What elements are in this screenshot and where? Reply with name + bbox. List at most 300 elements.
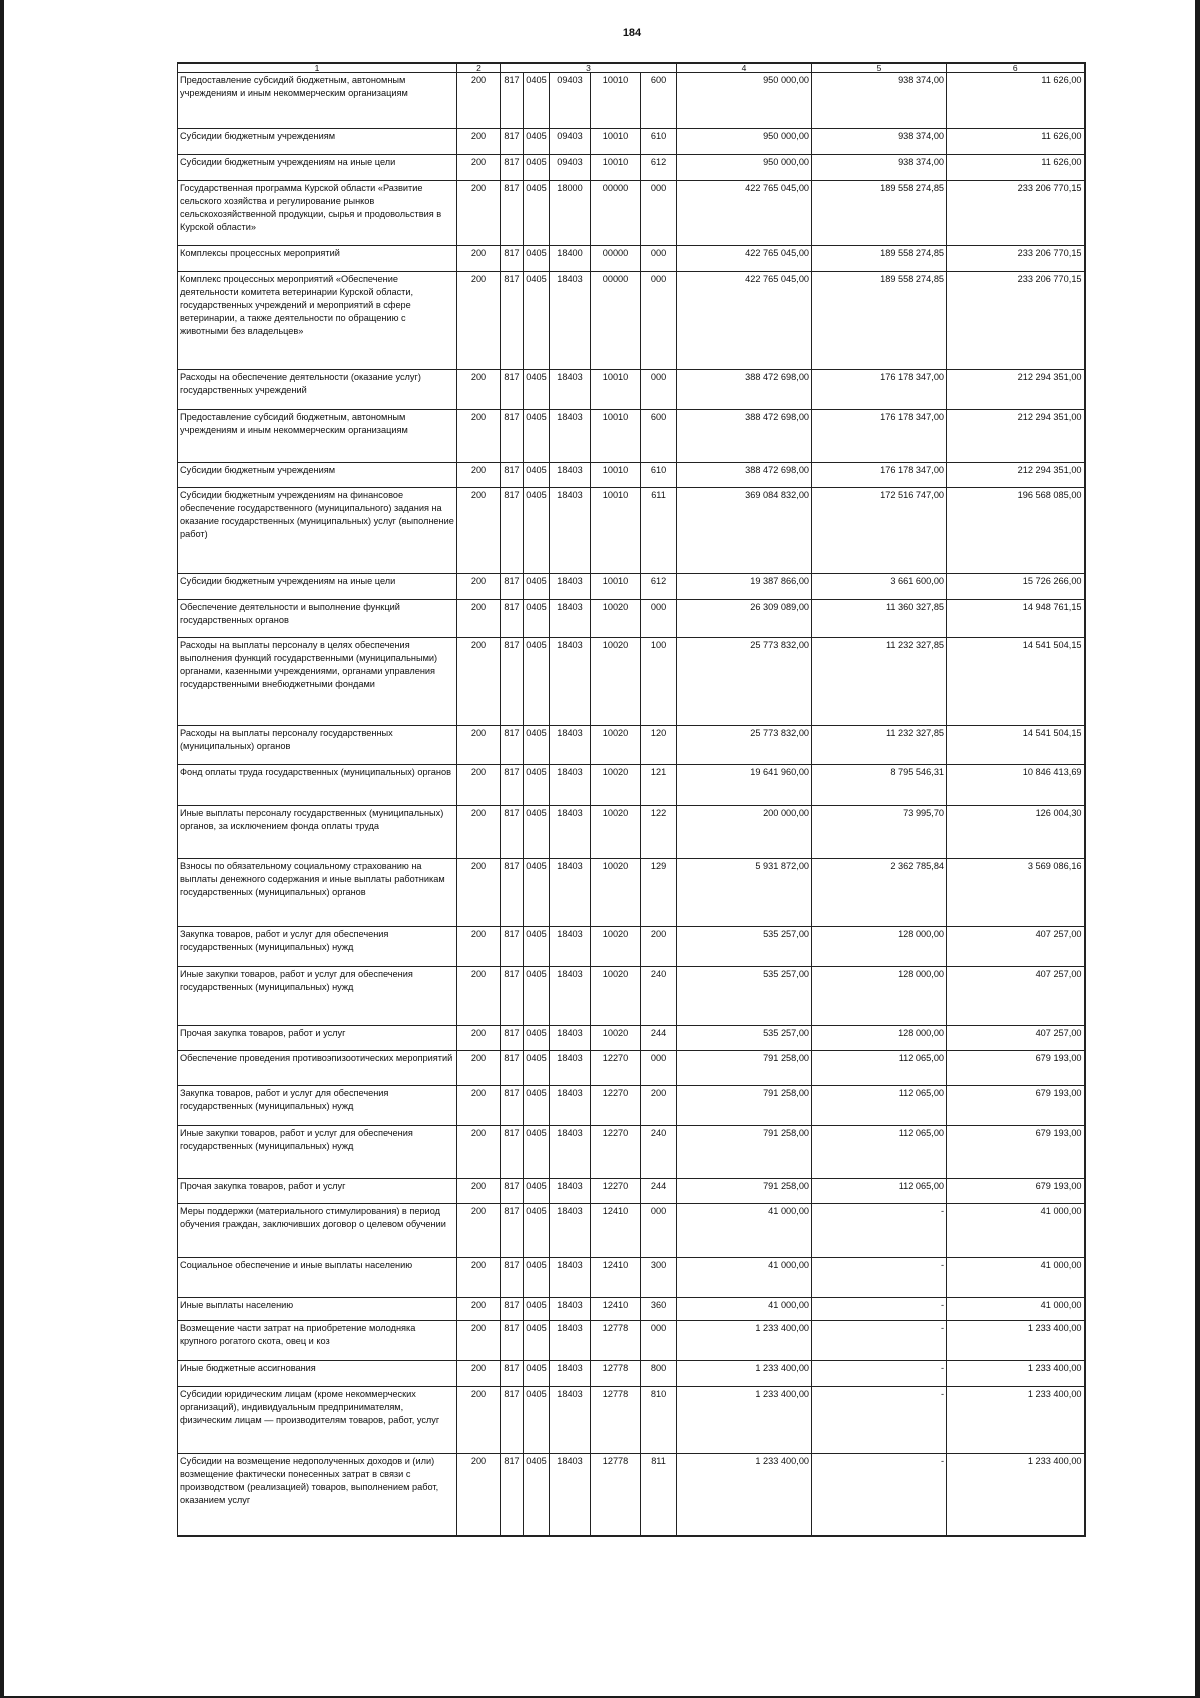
row-name: Субсидии бюджетным учреждениям на иные цели (178, 155, 457, 181)
row-name: Иные закупки товаров, работ и услуг для обеспечения государственных (муниципальных) нужд (178, 967, 457, 1026)
row-name: Предоставление субсидий бюджетным, автономным учреждениям и иным некоммерческим организациям (178, 410, 457, 463)
row-code-direction: 12270 (591, 1051, 641, 1086)
table-row (178, 488, 1085, 574)
row-value-5: 112 065,00 (812, 1086, 947, 1126)
row-code-expense-type: 200 (641, 927, 677, 967)
row-value-5: 112 065,00 (812, 1051, 947, 1086)
row-code-program: 18403 (550, 574, 591, 600)
table-row (178, 1387, 1085, 1454)
row-value-5: 189 558 274,85 (812, 272, 947, 370)
row-value-6: 41 000,00 (947, 1298, 1085, 1321)
row-value-4: 26 309 089,00 (677, 600, 812, 638)
row-code-program: 18403 (550, 1086, 591, 1126)
table-row (178, 726, 1085, 765)
row-code-program: 18403 (550, 1051, 591, 1086)
row-value-6: 679 193,00 (947, 1051, 1085, 1086)
row-value-5: 176 178 347,00 (812, 410, 947, 463)
row-col2: 200 (457, 1126, 501, 1179)
row-code-admin: 817 (501, 370, 524, 410)
row-value-4: 791 258,00 (677, 1126, 812, 1179)
row-value-5: 11 232 327,85 (812, 726, 947, 765)
row-value-5: 172 516 747,00 (812, 488, 947, 574)
row-value-5: - (812, 1387, 947, 1454)
table-row (178, 1204, 1085, 1258)
table-row (178, 600, 1085, 638)
header-cell-4: 4 (677, 63, 812, 73)
row-name: Иные закупки товаров, работ и услуг для обеспечения государственных (муниципальных) нужд (178, 1126, 457, 1179)
row-code-expense-type: 000 (641, 1051, 677, 1086)
row-code-program: 09403 (550, 155, 591, 181)
table-row (178, 806, 1085, 859)
row-name: Меры поддержки (материального стимулирования) в период обучения граждан, заключивших договор о целевом обучении (178, 1204, 457, 1258)
row-code-section: 0405 (524, 1126, 550, 1179)
row-value-4: 25 773 832,00 (677, 726, 812, 765)
row-code-program: 09403 (550, 129, 591, 155)
row-value-6: 3 569 086,16 (947, 859, 1085, 927)
row-code-section: 0405 (524, 463, 550, 488)
row-code-program: 18403 (550, 272, 591, 370)
row-value-5: 176 178 347,00 (812, 370, 947, 410)
row-name: Субсидии бюджетным учреждениям на иные цели (178, 574, 457, 600)
row-code-direction: 00000 (591, 246, 641, 272)
row-value-5: - (812, 1298, 947, 1321)
row-col2: 200 (457, 765, 501, 806)
row-code-direction: 10020 (591, 600, 641, 638)
row-value-6: 679 193,00 (947, 1126, 1085, 1179)
row-col2: 200 (457, 129, 501, 155)
row-code-program: 18400 (550, 246, 591, 272)
row-name: Расходы на обеспечение деятельности (оказание услуг) государственных учреждений (178, 370, 457, 410)
row-value-5: 2 362 785,84 (812, 859, 947, 927)
row-code-direction: 10010 (591, 410, 641, 463)
row-value-5: 11 232 327,85 (812, 638, 947, 726)
row-code-section: 0405 (524, 859, 550, 927)
row-name: Взносы по обязательному социальному страхованию на выплаты денежного содержания и иные выплаты работникам государственных (муниципальных) органов (178, 859, 457, 927)
row-value-4: 950 000,00 (677, 155, 812, 181)
row-col2: 200 (457, 1454, 501, 1536)
row-col2: 200 (457, 726, 501, 765)
row-value-4: 19 641 960,00 (677, 765, 812, 806)
scan-edge-left (0, 0, 4, 1698)
row-value-6: 679 193,00 (947, 1179, 1085, 1204)
row-code-expense-type: 129 (641, 859, 677, 927)
row-code-section: 0405 (524, 370, 550, 410)
row-value-4: 1 233 400,00 (677, 1321, 812, 1361)
table-row (178, 967, 1085, 1026)
row-value-5: 128 000,00 (812, 927, 947, 967)
table-row (178, 73, 1085, 129)
table-row (178, 1298, 1085, 1321)
row-name: Обеспечение проведения противоэпизоотических мероприятий (178, 1051, 457, 1086)
row-code-program: 18403 (550, 1204, 591, 1258)
row-value-6: 679 193,00 (947, 1086, 1085, 1126)
row-code-section: 0405 (524, 1298, 550, 1321)
row-value-5: 938 374,00 (812, 129, 947, 155)
row-value-6: 1 233 400,00 (947, 1361, 1085, 1387)
row-code-expense-type: 000 (641, 246, 677, 272)
row-col2: 200 (457, 806, 501, 859)
row-value-5: - (812, 1361, 947, 1387)
row-col2: 200 (457, 638, 501, 726)
row-value-6: 212 294 351,00 (947, 370, 1085, 410)
row-code-admin: 817 (501, 1086, 524, 1126)
row-value-4: 41 000,00 (677, 1204, 812, 1258)
row-code-admin: 817 (501, 272, 524, 370)
table-row (178, 927, 1085, 967)
row-code-direction: 10020 (591, 967, 641, 1026)
row-code-program: 18403 (550, 726, 591, 765)
row-code-direction: 12778 (591, 1454, 641, 1536)
row-code-expense-type: 100 (641, 638, 677, 726)
row-code-admin: 817 (501, 806, 524, 859)
row-code-section: 0405 (524, 638, 550, 726)
row-code-direction: 12778 (591, 1321, 641, 1361)
row-value-6: 14 541 504,15 (947, 726, 1085, 765)
row-value-6: 10 846 413,69 (947, 765, 1085, 806)
table-row (178, 765, 1085, 806)
row-value-4: 791 258,00 (677, 1179, 812, 1204)
row-code-section: 0405 (524, 129, 550, 155)
row-code-direction: 10020 (591, 859, 641, 927)
row-value-6: 11 626,00 (947, 129, 1085, 155)
row-code-program: 18403 (550, 859, 591, 927)
row-value-6: 233 206 770,15 (947, 246, 1085, 272)
row-code-section: 0405 (524, 600, 550, 638)
row-code-section: 0405 (524, 765, 550, 806)
row-col2: 200 (457, 155, 501, 181)
row-code-direction: 10010 (591, 370, 641, 410)
row-value-5: 73 995,70 (812, 806, 947, 859)
row-value-6: 1 233 400,00 (947, 1387, 1085, 1454)
table-row (178, 859, 1085, 927)
row-name: Закупка товаров, работ и услуг для обеспечения государственных (муниципальных) нужд (178, 1086, 457, 1126)
row-code-section: 0405 (524, 1454, 550, 1536)
row-code-program: 18403 (550, 1179, 591, 1204)
table-row (178, 1454, 1085, 1536)
row-value-5: 938 374,00 (812, 155, 947, 181)
row-code-program: 18403 (550, 370, 591, 410)
row-code-program: 18403 (550, 927, 591, 967)
row-code-program: 18000 (550, 181, 591, 246)
row-code-admin: 817 (501, 1179, 524, 1204)
row-code-section: 0405 (524, 927, 550, 967)
row-value-6: 11 626,00 (947, 73, 1085, 129)
row-name: Фонд оплаты труда государственных (муниципальных) органов (178, 765, 457, 806)
row-code-admin: 817 (501, 638, 524, 726)
row-value-6: 407 257,00 (947, 927, 1085, 967)
row-col2: 200 (457, 246, 501, 272)
row-code-expense-type: 612 (641, 155, 677, 181)
row-value-6: 41 000,00 (947, 1204, 1085, 1258)
row-code-section: 0405 (524, 1086, 550, 1126)
row-name: Комплекс процессных мероприятий «Обеспечение деятельности комитета ветеринарии Курской области, государственных учреждений и мероприятий в сфере ветеринарии, а также деятельности по обращению с животными без владельцев» (178, 272, 457, 370)
row-col2: 200 (457, 1051, 501, 1086)
row-code-expense-type: 360 (641, 1298, 677, 1321)
row-col2: 200 (457, 1361, 501, 1387)
row-code-direction: 10010 (591, 129, 641, 155)
row-code-section: 0405 (524, 155, 550, 181)
row-code-direction: 12410 (591, 1258, 641, 1298)
row-col2: 200 (457, 370, 501, 410)
row-col2: 200 (457, 1086, 501, 1126)
table-row (178, 1258, 1085, 1298)
row-code-admin: 817 (501, 726, 524, 765)
row-code-expense-type: 000 (641, 600, 677, 638)
row-value-6: 41 000,00 (947, 1258, 1085, 1298)
row-code-expense-type: 000 (641, 272, 677, 370)
row-code-direction: 10020 (591, 638, 641, 726)
row-code-expense-type: 244 (641, 1179, 677, 1204)
row-code-admin: 817 (501, 410, 524, 463)
row-value-6: 233 206 770,15 (947, 181, 1085, 246)
row-name: Субсидии юридическим лицам (кроме некоммерческих организаций), индивидуальным предпринимателям, физическим лицам — производителям товаров, работ, услуг (178, 1387, 457, 1454)
row-value-4: 422 765 045,00 (677, 246, 812, 272)
table-row (178, 463, 1085, 488)
row-value-6: 233 206 770,15 (947, 272, 1085, 370)
row-value-4: 388 472 698,00 (677, 370, 812, 410)
table-row (178, 1361, 1085, 1387)
row-code-direction: 12410 (591, 1298, 641, 1321)
row-value-4: 950 000,00 (677, 73, 812, 129)
table-row (178, 1179, 1085, 1204)
table-row (178, 246, 1085, 272)
row-col2: 200 (457, 574, 501, 600)
page-number: 184 (622, 27, 642, 39)
row-code-program: 18403 (550, 806, 591, 859)
row-code-direction: 10020 (591, 1026, 641, 1051)
row-value-4: 791 258,00 (677, 1086, 812, 1126)
row-value-5: - (812, 1204, 947, 1258)
row-code-admin: 817 (501, 1026, 524, 1051)
row-code-admin: 817 (501, 765, 524, 806)
row-col2: 200 (457, 463, 501, 488)
row-value-4: 388 472 698,00 (677, 410, 812, 463)
row-value-4: 1 233 400,00 (677, 1387, 812, 1454)
row-code-expense-type: 000 (641, 181, 677, 246)
row-value-4: 369 084 832,00 (677, 488, 812, 574)
row-value-5: 189 558 274,85 (812, 246, 947, 272)
row-code-program: 18403 (550, 463, 591, 488)
row-col2: 200 (457, 967, 501, 1026)
row-name: Расходы на выплаты персоналу государственных (муниципальных) органов (178, 726, 457, 765)
row-col2: 200 (457, 859, 501, 927)
row-col2: 200 (457, 1026, 501, 1051)
table-row (178, 410, 1085, 463)
row-name: Комплексы процессных мероприятий (178, 246, 457, 272)
row-code-direction: 10010 (591, 488, 641, 574)
row-value-4: 422 765 045,00 (677, 272, 812, 370)
table-row (178, 129, 1085, 155)
row-code-section: 0405 (524, 1361, 550, 1387)
row-code-direction: 10010 (591, 73, 641, 129)
row-code-admin: 817 (501, 1321, 524, 1361)
row-name: Возмещение части затрат на приобретение молодняка крупного рогатого скота, овец и коз (178, 1321, 457, 1361)
row-code-program: 18403 (550, 967, 591, 1026)
row-value-5: 128 000,00 (812, 967, 947, 1026)
table-row (178, 155, 1085, 181)
row-col2: 200 (457, 410, 501, 463)
row-value-4: 791 258,00 (677, 1051, 812, 1086)
header-cell-2: 2 (457, 63, 501, 73)
row-col2: 200 (457, 73, 501, 129)
row-value-5: - (812, 1454, 947, 1536)
row-code-section: 0405 (524, 181, 550, 246)
row-code-admin: 817 (501, 181, 524, 246)
row-value-5: 128 000,00 (812, 1026, 947, 1051)
row-code-admin: 817 (501, 600, 524, 638)
row-name: Субсидии бюджетным учреждениям на финансовое обеспечение государственного (муниципального) задания на оказание государственных (муниципальных) услуг (выполнение работ) (178, 488, 457, 574)
row-code-expense-type: 000 (641, 1321, 677, 1361)
row-code-admin: 817 (501, 73, 524, 129)
row-value-5: 3 661 600,00 (812, 574, 947, 600)
row-code-section: 0405 (524, 488, 550, 574)
row-value-4: 25 773 832,00 (677, 638, 812, 726)
row-value-6: 407 257,00 (947, 1026, 1085, 1051)
row-code-program: 18403 (550, 765, 591, 806)
row-code-expense-type: 800 (641, 1361, 677, 1387)
row-code-section: 0405 (524, 806, 550, 859)
row-code-program: 18403 (550, 1361, 591, 1387)
row-code-direction: 10010 (591, 574, 641, 600)
row-code-direction: 10020 (591, 765, 641, 806)
row-code-expense-type: 244 (641, 1026, 677, 1051)
row-code-expense-type: 200 (641, 1086, 677, 1126)
row-value-6: 14 541 504,15 (947, 638, 1085, 726)
row-name: Предоставление субсидий бюджетным, автономным учреждениям и иным некоммерческим организациям (178, 73, 457, 129)
row-col2: 200 (457, 181, 501, 246)
row-code-program: 18403 (550, 1298, 591, 1321)
row-value-5: - (812, 1258, 947, 1298)
row-col2: 200 (457, 1204, 501, 1258)
budget-table (177, 62, 1086, 1537)
row-code-direction: 10020 (591, 806, 641, 859)
row-code-expense-type: 000 (641, 370, 677, 410)
row-col2: 200 (457, 1321, 501, 1361)
row-code-program: 18403 (550, 1126, 591, 1179)
row-code-expense-type: 240 (641, 1126, 677, 1179)
row-code-section: 0405 (524, 272, 550, 370)
row-code-program: 18403 (550, 638, 591, 726)
row-value-5: 11 360 327,85 (812, 600, 947, 638)
row-value-5: 176 178 347,00 (812, 463, 947, 488)
row-code-expense-type: 611 (641, 488, 677, 574)
row-name: Субсидии на возмещение недополученных доходов и (или) возмещение фактически понесенных затрат в связи с производством (реализацией) товаров, выполнением работ, оказанием услуг (178, 1454, 457, 1536)
row-value-4: 950 000,00 (677, 129, 812, 155)
row-code-admin: 817 (501, 1298, 524, 1321)
header-cell-5: 5 (812, 63, 947, 73)
row-col2: 200 (457, 1298, 501, 1321)
header-cell-6: 6 (947, 63, 1085, 73)
row-code-expense-type: 122 (641, 806, 677, 859)
row-code-program: 18403 (550, 410, 591, 463)
row-name: Прочая закупка товаров, работ и услуг (178, 1026, 457, 1051)
row-value-5: 8 795 546,31 (812, 765, 947, 806)
row-code-section: 0405 (524, 1387, 550, 1454)
row-code-section: 0405 (524, 73, 550, 129)
table-row (178, 1051, 1085, 1086)
row-value-6: 407 257,00 (947, 967, 1085, 1026)
header-cell-3: 3 (501, 63, 677, 73)
row-code-section: 0405 (524, 726, 550, 765)
row-code-direction: 00000 (591, 181, 641, 246)
scan-edge-right (1195, 0, 1200, 1698)
row-col2: 200 (457, 600, 501, 638)
row-code-expense-type: 000 (641, 1204, 677, 1258)
row-code-admin: 817 (501, 1051, 524, 1086)
row-code-section: 0405 (524, 574, 550, 600)
row-value-5: 189 558 274,85 (812, 181, 947, 246)
row-code-admin: 817 (501, 1387, 524, 1454)
row-name: Расходы на выплаты персоналу в целях обеспечения выполнения функций государственными (муниципальными) органами, казенными учреждениями, органами управления государственными внебюджетными фондами (178, 638, 457, 726)
table-row (178, 1321, 1085, 1361)
table-row (178, 272, 1085, 370)
row-code-expense-type: 300 (641, 1258, 677, 1298)
row-code-admin: 817 (501, 1258, 524, 1298)
row-col2: 200 (457, 1179, 501, 1204)
row-code-admin: 817 (501, 246, 524, 272)
row-code-section: 0405 (524, 1026, 550, 1051)
row-code-admin: 817 (501, 1126, 524, 1179)
row-value-6: 212 294 351,00 (947, 463, 1085, 488)
table-row (178, 1126, 1085, 1179)
row-code-expense-type: 240 (641, 967, 677, 1026)
row-code-direction: 10020 (591, 927, 641, 967)
row-code-expense-type: 612 (641, 574, 677, 600)
header-row (178, 63, 1085, 73)
row-name: Государственная программа Курской области «Развитие сельского хозяйства и регулирование рынков сельскохозяйственной продукции, сырья и продовольствия в Курской области» (178, 181, 457, 246)
row-col2: 200 (457, 927, 501, 967)
row-code-direction: 12778 (591, 1361, 641, 1387)
row-code-admin: 817 (501, 927, 524, 967)
row-code-section: 0405 (524, 1051, 550, 1086)
row-value-6: 126 004,30 (947, 806, 1085, 859)
row-value-4: 422 765 045,00 (677, 181, 812, 246)
row-code-expense-type: 811 (641, 1454, 677, 1536)
row-col2: 200 (457, 1258, 501, 1298)
row-name: Закупка товаров, работ и услуг для обеспечения государственных (муниципальных) нужд (178, 927, 457, 967)
row-code-admin: 817 (501, 1204, 524, 1258)
row-code-expense-type: 600 (641, 73, 677, 129)
row-code-section: 0405 (524, 967, 550, 1026)
row-value-6: 14 948 761,15 (947, 600, 1085, 638)
row-code-admin: 817 (501, 463, 524, 488)
row-code-direction: 12270 (591, 1086, 641, 1126)
row-code-section: 0405 (524, 1258, 550, 1298)
row-code-admin: 817 (501, 967, 524, 1026)
row-code-program: 18403 (550, 1454, 591, 1536)
table-row (178, 370, 1085, 410)
row-value-4: 535 257,00 (677, 967, 812, 1026)
row-code-admin: 817 (501, 574, 524, 600)
row-col2: 200 (457, 488, 501, 574)
table-row (178, 638, 1085, 726)
row-code-direction: 12270 (591, 1179, 641, 1204)
row-code-admin: 817 (501, 129, 524, 155)
row-name: Иные бюджетные ассигнования (178, 1361, 457, 1387)
row-col2: 200 (457, 1387, 501, 1454)
row-code-program: 18403 (550, 488, 591, 574)
row-code-direction: 12270 (591, 1126, 641, 1179)
row-value-4: 535 257,00 (677, 927, 812, 967)
row-value-5: 112 065,00 (812, 1126, 947, 1179)
row-col2: 200 (457, 272, 501, 370)
row-code-admin: 817 (501, 155, 524, 181)
row-value-4: 5 931 872,00 (677, 859, 812, 927)
table-row (178, 574, 1085, 600)
row-code-section: 0405 (524, 410, 550, 463)
row-code-expense-type: 600 (641, 410, 677, 463)
row-name: Обеспечение деятельности и выполнение функций государственных органов (178, 600, 457, 638)
